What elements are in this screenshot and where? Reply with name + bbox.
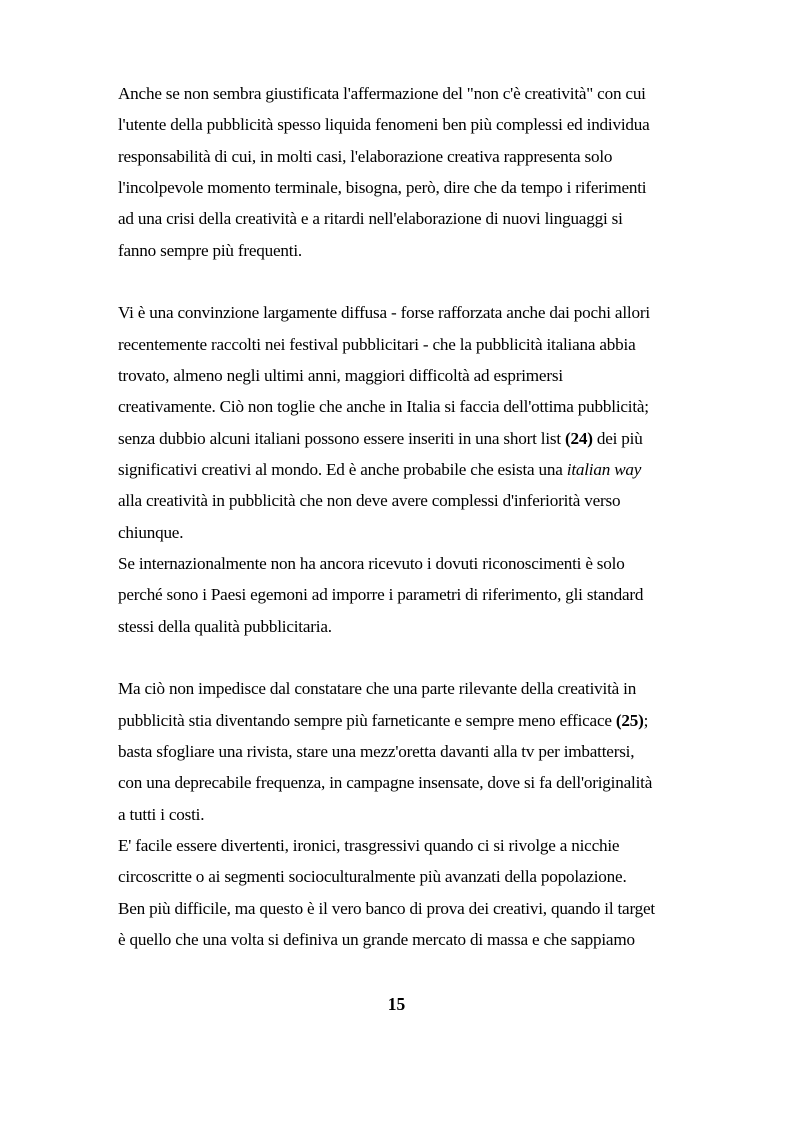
text-segment: dei più [592,428,643,448]
text-line: circoscritte o ai segmenti socioculturalmente più avanzati della popolazione. [118,867,627,887]
paragraph-spacer [118,266,718,297]
page-number: 15 [387,994,406,1014]
text-line: Anche se non sembra giustificata l'affermazione del "non c'è creatività" con cui [118,84,646,103]
paragraph-3 [118,673,718,955]
text-line: chiunque. [118,522,184,542]
text-line: perché sono i Paesi egemoni ad imporre i parametri di riferimento, gli standard [118,585,644,605]
text-line: Ma ciò non impedisce dal constatare che una parte rilevante della creatività in [118,679,637,699]
text-line: Se internazionalmente non ha ancora ricevuto i dovuti riconoscimenti è solo [118,553,625,573]
text-line: stessi della qualità pubblicitaria. [118,616,332,636]
text-segment: ; [643,710,649,730]
paragraph-2 [118,297,718,642]
text-segment: senza dubbio alcuni italiani possono essere inseriti in una short list [118,428,565,448]
text-line: è quello che una volta si definiva un grande mercato di massa e che sappiamo [118,929,635,949]
text-segment: significativi creativi al mondo. Ed è anche probabile che esista una [118,459,567,479]
italic-phrase: italian way [566,459,642,479]
paragraph-spacer [118,642,718,673]
text-line: a tutti i costi. [118,804,205,824]
text-line: con una deprecabile frequenza, in campagne insensate, dove si fa dell'originalità [118,773,653,793]
text-line: E' facile essere divertenti, ironici, trasgressivi quando ci si rivolge a nicchie [118,835,620,855]
text-line: fanno sempre più frequenti. [118,240,303,260]
text-segment: pubblicità stia diventando sempre più farneticante e sempre meno efficace [118,710,616,730]
text-line: creativamente. Ciò non toglie che anche in Italia si faccia dell'ottima pubblicità; [118,397,649,417]
footnote-reference-24: (24) [564,428,593,448]
text-line: basta sfogliare una rivista, stare una mezz'oretta davanti alla tv per imbattersi, [118,741,635,761]
paragraph-1 [118,78,718,266]
footnote-reference-25: (25) [615,710,644,730]
text-line: recentemente raccolti nei festival pubblicitari - che la pubblicità italiana abbia [118,334,636,354]
text-line: Vi è una convinzione largamente diffusa - forse rafforzata anche dai pochi allori [118,303,650,323]
text-line: l'utente della pubblicità spesso liquida fenomeni ben più complessi ed individua [118,115,650,135]
text-line: l'incolpevole momento terminale, bisogna, però, dire che da tempo i riferimenti [118,177,647,197]
text-line: Ben più difficile, ma questo è il vero banco di prova dei creativi, quando il target [118,898,655,918]
text-line: ad una crisi della creatività e a ritardi nell'elaborazione di nuovi linguaggi si [118,209,623,229]
text-line: responsabilità di cui, in molti casi, l'elaborazione creativa rappresenta solo [118,146,613,166]
body-text [118,78,718,955]
text-line [118,454,716,485]
text-line: alla creatività in pubblicità che non deve avere complessi d'inferiorità verso [118,491,621,511]
text-line [118,705,716,736]
text-line [118,423,716,454]
text-line: trovato, almeno negli ultimi anni, maggiori difficoltà ad esprimersi [118,365,563,385]
